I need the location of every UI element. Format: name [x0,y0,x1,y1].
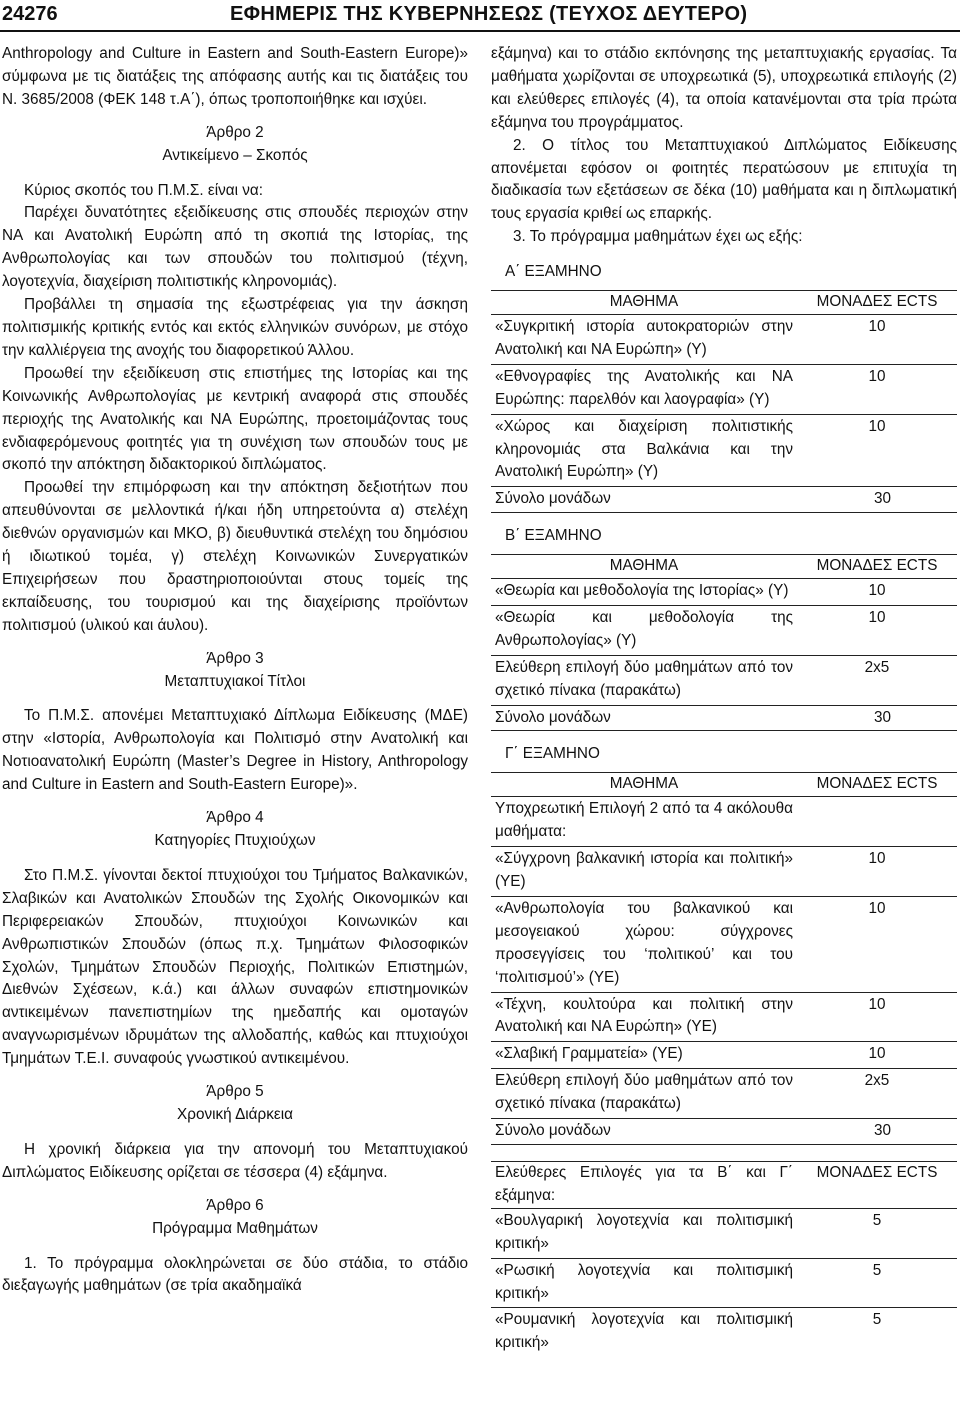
course-name: Υποχρεωτική Επιλογή 2 από τα 4 ακόλουθα μαθήματα: [491,797,797,847]
course-ects: 10 [797,414,957,487]
table-row [491,579,957,606]
right-column [491,43,957,1357]
article-2-paragraph: Κύριος σκοπός του Π.Μ.Σ. είναι να: [24,181,263,199]
semester-b-table [491,554,957,731]
total-label: Σύνολο μονάδων [491,487,797,513]
total-label: Σύνολο μονάδων [491,705,797,731]
article-2-paragraph: Παρέχει δυνατότητες εξειδίκευσης στις σπουδές περιοχών στην ΝΑ και Ανατολική Ευρώπη από τη σκοπιά της Ιστορίας, της Ανθρωπολογίας και των σπουδών του πολιτισμού (τέχνη, λογοτεχνία, διαχείριση πολιτιστικής κληρονομιάς). [2,204,468,291]
table-row [491,414,957,487]
semester-c-table [491,772,957,1145]
table-header-row [491,773,957,797]
article-5-heading [2,1081,468,1127]
table-header-row [491,1161,957,1208]
left-column [2,43,468,1298]
course-ects: 10 [797,579,957,606]
ects-column-header: ΜΟΝΑΔΕΣ ECTS [797,291,957,315]
table-row [491,605,957,655]
course-ects: 5 [797,1258,957,1308]
course-name: «Σλαβική Γραμματεία» (ΥΕ) [491,1042,797,1069]
article-5-title: Χρονική Διάρκεια [177,1105,293,1123]
article-2-title: Αντικείμενο – Σκοπός [162,146,308,164]
semester-a-label: Α΄ ΕΞΑΜΗΝΟ [505,263,602,281]
table-row [491,364,957,414]
course-column-header: ΜΑΘΗΜΑ [491,291,797,315]
article-4-number: Άρθρο 4 [206,809,264,827]
article-6-title: Πρόγραμμα Μαθημάτων [152,1219,318,1237]
table-row [491,1069,957,1119]
total-row [491,1119,957,1145]
course-name: «Συγκριτική ιστορία αυτοκρατοριών στην Ανατολική και ΝΑ Ευρώπη» (Υ) [491,314,797,364]
course-ects: 2x5 [797,1069,957,1119]
course-ects: 2x5 [797,655,957,705]
course-ects [797,797,957,847]
table-header-row [491,555,957,579]
course-column-header: ΜΑΘΗΜΑ [491,773,797,797]
course-ects: 10 [797,1042,957,1069]
article-4-title: Κατηγορίες Πτυχιούχων [154,832,316,849]
ects-column-header: ΜΟΝΑΔΕΣ ECTS [797,773,957,797]
table-header-row [491,291,957,315]
page-number: 24276 [2,3,58,25]
course-ects: 10 [797,605,957,655]
total-label: Σύνολο μονάδων [491,1119,797,1145]
article-2-paragraph: Προβάλλει τη σημασία της εξωστρέφειας για την άσκηση πολιτισμικής κριτικής εντός και εκτός ελληνικών συνόρων, με στόχο την καλλιέργεια της ανοχής του διαφορετικού Άλλου. [2,296,468,359]
total-value: 30 [797,1119,957,1145]
course-name: «Θεωρία και μεθοδολογία της Ιστορίας» (Υ) [491,579,797,606]
article-3-title: Μεταπτυχιακοί Τίτλοι [164,672,306,690]
page-header [0,0,960,32]
program-paragraph: 2. Ο τίτλος του Μεταπτυχιακού Διπλώματος Ειδίκευσης απονέμεται εφόσον οι φοιτητές περατώσουν με επιτυχία τη διαδικασία των εξετάσεων σε δέκα (10) μαθήματα και η διπλωματική τους εργασία κριθεί ως επαρκής. [491,136,957,223]
gazette-title: ΕΦΗΜΕΡΙΣ ΤΗΣ ΚΥΒΕΡΝΗΣΕΩΣ (ΤΕΥΧΟΣ ΔΕΥΤΕΡΟ) [230,3,748,25]
semester-a-table [491,290,957,513]
course-ects: 10 [797,992,957,1042]
article-3-heading [2,648,468,694]
article-3-paragraph: Το Π.Μ.Σ. απονέμει Μεταπτυχιακό Δίπλωμα Ειδίκευσης (ΜΔΕ) στην «Ιστορία, Ανθρωπολογία και Πολιτισμό στην Ανατολική και Νοτιοανατολική Ευρώπη (Master’s Degree in History, Anthropology and Culture in Eastern and South-Eastern Europe)». [2,707,468,794]
table-row [491,655,957,705]
ects-column-header: ΜΟΝΑΔΕΣ ECTS [797,555,957,579]
article-6-heading [2,1195,468,1241]
table-row [491,896,957,992]
total-row [491,487,957,513]
ects-column-header: ΜΟΝΑΔΕΣ ECTS [797,1161,957,1208]
course-column-header: ΜΑΘΗΜΑ [491,555,797,579]
intro-paragraph: Anthropology and Culture in Eastern and South-Eastern Europe)» σύμφωνα με τις διατάξεις της απόφασης αυτής και τις διατάξεις του Ν. 3685/2008 (ΦΕΚ 148 τ.Α΄), όπως τροποποιήθηκε και ισχύει. [2,45,468,108]
article-5-number: Άρθρο 5 [206,1083,264,1101]
course-name: «Εθνογραφίες της Ανατολικής και ΝΑ Ευρώπης: παρελθόν και λαογραφία» (Υ) [491,364,797,414]
article-2-number: Άρθρο 2 [206,123,264,141]
course-ects: 10 [797,896,957,992]
table-row [491,1308,957,1357]
table-row [491,314,957,364]
course-name: «Τέχνη, κουλτούρα και πολιτική στην Ανατολική και ΝΑ Ευρώπη» (ΥΕ) [491,992,797,1042]
article-4-heading [2,807,468,853]
course-name: «Ανθρωπολογία του βαλκανικού και μεσογειακού χώρου: σύγχρονες προσεγγίσεις του ‘πολιτικού’ και του ‘πολιτισμού’» (ΥΕ) [491,896,797,992]
program-paragraph: εξάμηνα) και το στάδιο εκπόνησης της μεταπτυχιακής εργασίας. Τα μαθήματα χωρίζονται σε υποχρεωτικά (5), υποχρεωτικά επιλογής (2) και ελεύθερες επιλογές (4), τα οποία κατανέμονται στα τρία πρώτα εξάμηνα του προγράμματος. [491,45,957,131]
semester-c-label: Γ΄ ΕΞΑΜΗΝΟ [505,745,600,763]
article-6-paragraph: 1. Το πρόγραμμα ολοκληρώνεται σε δύο στάδια, το στάδιο διεξαγωγής μαθημάτων (σε τρία ακαδημαϊκά [2,1254,468,1295]
table-row [491,992,957,1042]
course-name: Ελεύθερη επιλογή δύο μαθημάτων από τον σχετικό πίνακα (παρακάτω) [491,1069,797,1119]
table-row [491,1258,957,1308]
course-name: «Ρωσική λογοτεχνία και πολιτισμική κριτική» [491,1258,797,1308]
table-row [491,847,957,897]
total-row [491,705,957,731]
article-5-paragraph: Η χρονική διάρκεια για την απονομή του Μεταπτυχιακού Διπλώματος Ειδίκευσης ορίζεται σε τέσσερα (4) εξάμηνα. [2,1140,468,1181]
course-name: «Θεωρία και μεθοδολογία της Ανθρωπολογίας» (Υ) [491,605,797,655]
semester-b-label: Β΄ ΕΞΑΜΗΝΟ [505,527,602,545]
course-name: «Χώρος και διαχείριση πολιτιστικής κληρονομιάς στα Βαλκάνια και την Ανατολική Ευρώπη» (Υ) [491,414,797,487]
course-name: «Σύγχρονη βαλκανική ιστορία και πολιτική» (ΥΕ) [491,847,797,897]
course-name: «Βουλγαρική λογοτεχνία και πολιτισμική κριτική» [491,1208,797,1258]
article-6-number: Άρθρο 6 [206,1196,264,1214]
total-value: 30 [797,487,957,513]
electives-header: Ελεύθερες Επιλογές για τα Β΄ και Γ΄ εξάμηνα: [491,1161,797,1208]
table-row [491,1042,957,1069]
electives-table [491,1161,957,1357]
course-ects: 10 [797,364,957,414]
course-ects: 10 [797,847,957,897]
table-row [491,797,957,847]
course-name: Ελεύθερη επιλογή δύο μαθημάτων από τον σχετικό πίνακα (παρακάτω) [491,655,797,705]
article-4-paragraph: Στο Π.Μ.Σ. γίνονται δεκτοί πτυχιούχοι του Τμήματος Βαλκανικών, Σλαβικών και Ανατολικών Σπουδών της Σχολής Οικονομικών και Περιφερειακών Σπουδών, πτυχιούχοι Κοινωνικών και Ανθρωπιστικών Σπουδών (όπως π.χ. Τμημάτων Φιλοσοφικών Σχολών, Τμημάτων Σπουδών Περιοχής, Πολιτικών Επιστημών, Διεθνών Σχέσεων, κ.ά.) και άλλων συναφών επιστημονικών αντικειμένων πανεπιστημίων της ημεδαπής και ομοταγών αναγνωρισμένων ιδρυμάτων της αλλοδαπής, καθώς και πτυχιούχοι Τμημάτων Τ.Ε.Ι. συναφούς γνωστικού αντικειμένου. [2,866,468,1068]
total-value: 30 [797,705,957,731]
article-2-heading [2,122,468,168]
table-row [491,1208,957,1258]
header-rule [0,30,960,32]
article-2-paragraph: Προωθεί την επιμόρφωση και την απόκτηση δεξιοτήτων που απευθύνονται σε μελλοντικά ή/και ήδη υπηρετούντα α) στελέχη διεθνών οργανισμών και ΜΚΟ, β) διευθυντικά στελέχη του δημόσιου ή ιδιωτικού τομέα, γ) στελέχη Κοινωνικών Συνεργατικών Επιχειρήσεων που δραστηριοποιούνται στους τομείς της εκπαίδευσης, του τουρισμού και της διαχείρισης προϊόντων πολιτισμού (υλικού και άυλου). [2,479,468,634]
program-paragraph: 3. Το πρόγραμμα μαθημάτων έχει ως εξής: [513,228,803,246]
course-ects: 10 [797,314,957,364]
course-ects: 5 [797,1208,957,1258]
course-name: «Ρουμανική λογοτεχνία και πολιτισμική κριτική» [491,1308,797,1357]
article-2-paragraph: Προωθεί την εξειδίκευση στις επιστήμες της Ιστορίας και της Κοινωνικής Ανθρωπολογίας με κεντρική αναφορά στις σπουδές περιοχής της Ανατολικής και ΝΑ Ευρώπης, προετοιμάζοντας τους ενδιαφερόμενους φοιτητές για τη συνέχιση των σπουδών τους με σκοπό την απόκτηση διδακτορικού διπλώματος. [2,364,468,474]
course-ects: 5 [797,1308,957,1357]
article-3-number: Άρθρο 3 [206,649,264,667]
